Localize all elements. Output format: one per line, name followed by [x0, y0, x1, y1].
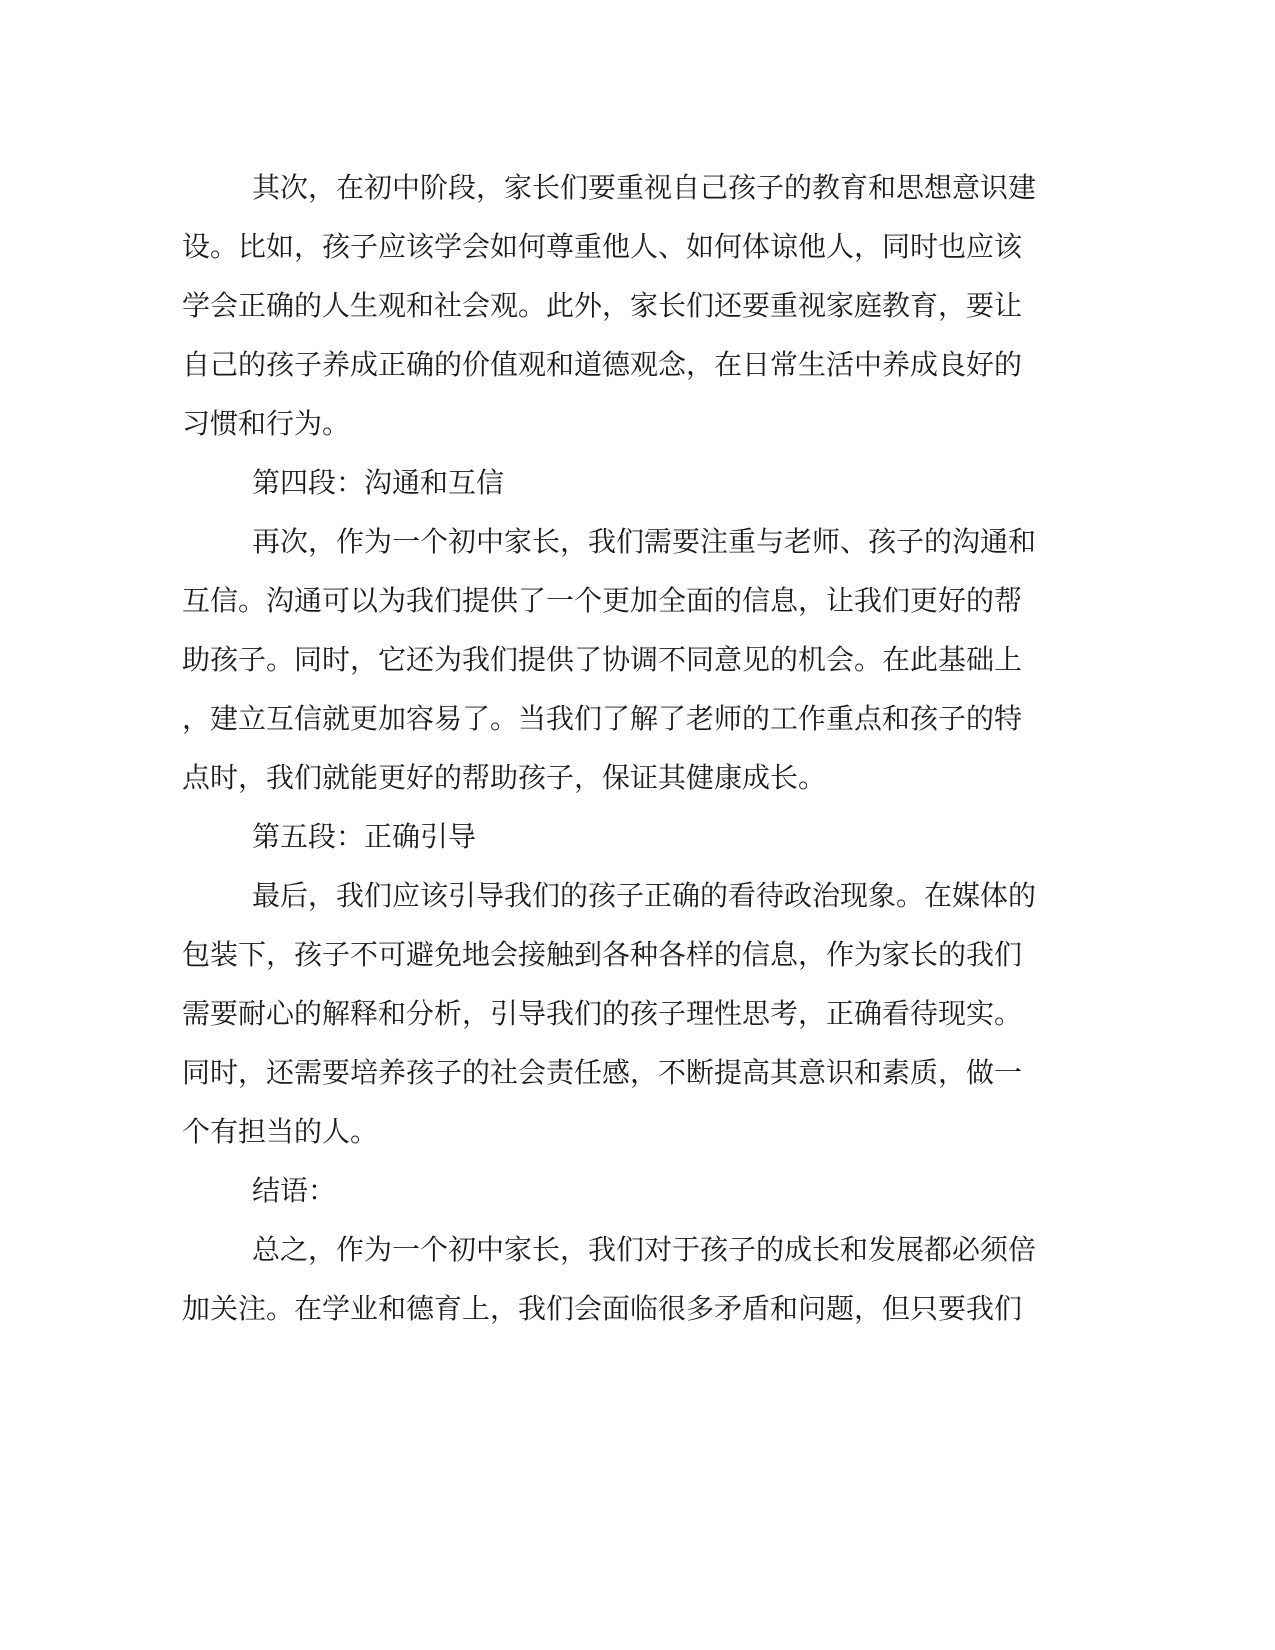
text-line: 需要耐心的解释和分析，引导我们的孩子理性思考，正确看待现实。 [182, 997, 1023, 1030]
body-paragraph [182, 866, 1037, 1161]
section-heading [182, 453, 1032, 512]
body-paragraph [182, 1220, 1037, 1338]
text-line: 习惯和行为。 [182, 407, 351, 440]
text-line: 总之，作为一个初中家长，我们对于孩子的成长和发展都必须倍 [252, 1233, 1037, 1266]
text-line: 个有担当的人。 [182, 1115, 379, 1148]
text-line: 第四段：沟通和互信 [252, 466, 505, 499]
text-line: 助孩子。同时，它还为我们提供了协调不同意见的机会。在此基础上 [182, 643, 1023, 676]
text-line: 自己的孩子养成正确的价值观和道德观念，在日常生活中养成良好的 [182, 348, 1023, 381]
body-paragraph [182, 158, 1037, 453]
text-line: 再次，作为一个初中家长，我们需要注重与老师、孩子的沟通和 [252, 525, 1037, 558]
document-body [182, 158, 1037, 1338]
text-line: 加关注。在学业和德育上，我们会面临很多矛盾和问题，但只要我们 [182, 1292, 1023, 1325]
text-line: 设。比如，孩子应该学会如何尊重他人、如何体谅他人，同时也应该 [182, 230, 1023, 263]
section-heading [182, 1161, 1032, 1220]
text-line: 互信。沟通可以为我们提供了一个更加全面的信息，让我们更好的帮 [182, 584, 1023, 617]
section-heading [182, 807, 1032, 866]
text-line: 第五段：正确引导 [252, 820, 477, 853]
text-line: 最后，我们应该引导我们的孩子正确的看待政治现象。在媒体的 [252, 879, 1037, 912]
text-line: 结语： [252, 1174, 337, 1207]
body-paragraph [182, 512, 1037, 807]
text-line: ，建立互信就更加容易了。当我们了解了老师的工作重点和孩子的特 [182, 702, 1023, 735]
text-line: 同时，还需要培养孩子的社会责任感，不断提高其意识和素质，做一 [182, 1056, 1023, 1089]
text-line: 包装下，孩子不可避免地会接触到各种各样的信息，作为家长的我们 [182, 938, 1023, 971]
text-line: 点时，我们就能更好的帮助孩子，保证其健康成长。 [182, 761, 827, 794]
text-line: 学会正确的人生观和社会观。此外，家长们还要重视家庭教育，要让 [182, 289, 1023, 322]
text-line: 其次，在初中阶段，家长们要重视自己孩子的教育和思想意识建 [252, 171, 1037, 204]
